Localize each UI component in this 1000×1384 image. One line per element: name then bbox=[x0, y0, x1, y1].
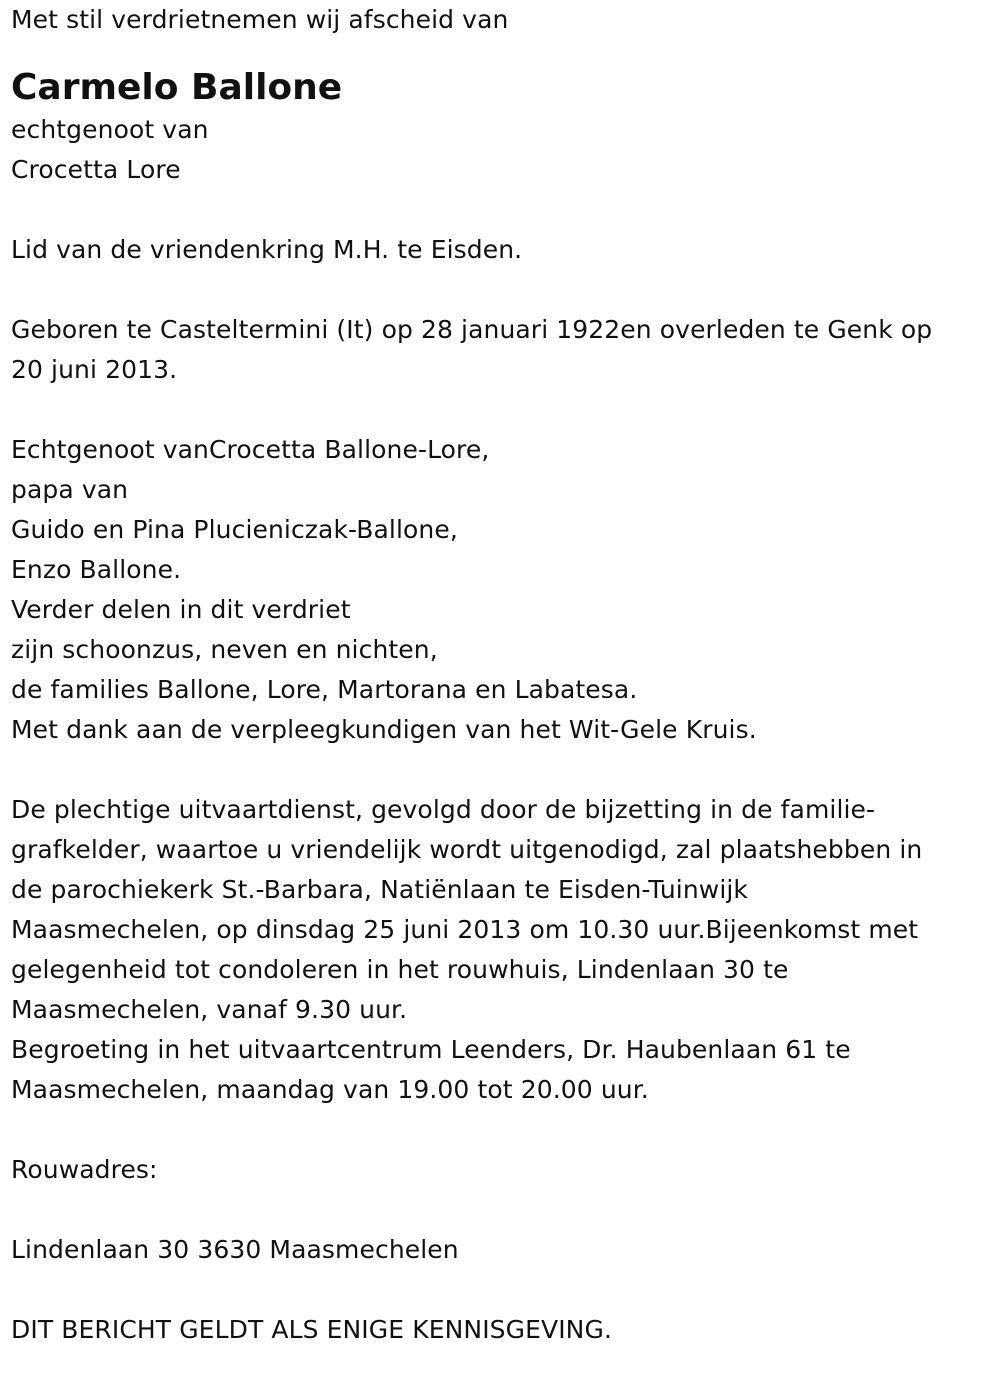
membership-text: Lid van de vriendenkring M.H. te Eisden. bbox=[11, 235, 523, 264]
spacer bbox=[11, 1190, 991, 1230]
service-line: gelegenheid tot condoleren in het rouwhuis, Lindenlaan 30 te bbox=[11, 955, 789, 984]
address-label: Rouwadres: bbox=[11, 1155, 158, 1184]
family-line: zijn schoonzus, neven en nichten, bbox=[11, 635, 438, 664]
mourning-address: Lindenlaan 30 3630 Maasmechelen bbox=[11, 1235, 459, 1264]
family-line: Guido en Pina Plucieniczak-Ballone, bbox=[11, 515, 458, 544]
spacer bbox=[11, 1270, 991, 1310]
spacer bbox=[11, 1110, 991, 1150]
service-line: grafkelder, waartoe u vriendelijk wordt uitgenodigd, zal plaatshebben in bbox=[11, 835, 923, 864]
obituary-notice bbox=[11, 0, 991, 1350]
family-line: Met dank aan de verpleegkundigen van het Wit-Gele Kruis. bbox=[11, 715, 757, 744]
spouse-name: Crocetta Lore bbox=[11, 155, 181, 184]
family-line: de families Ballone, Lore, Martorana en Labatesa. bbox=[11, 675, 638, 704]
service-line: de parochiekerk St.-Barbara, Natiënlaan te Eisden-Tuinwijk bbox=[11, 875, 748, 904]
spouse-label: echtgenoot van bbox=[11, 115, 209, 144]
spacer bbox=[11, 190, 991, 230]
deceased-name: Carmelo Ballone bbox=[11, 67, 343, 108]
service-line: Maasmechelen, maandag van 19.00 tot 20.00 uur. bbox=[11, 1075, 649, 1104]
family-line: papa van bbox=[11, 475, 129, 504]
service-line: De plechtige uitvaartdienst, gevolgd door de bijzetting in de familie- bbox=[11, 795, 876, 824]
closing-statement: DIT BERICHT GELDT ALS ENIGE KENNISGEVING. bbox=[11, 1315, 612, 1344]
service-line: Begroeting in het uitvaartcentrum Leenders, Dr. Haubenlaan 61 te bbox=[11, 1035, 851, 1064]
family-line: Verder delen in dit verdriet bbox=[11, 595, 351, 624]
birth-death-line: Geboren te Casteltermini (It) op 28 januari 1922en overleden te Genk op bbox=[11, 315, 933, 344]
spacer bbox=[11, 750, 991, 790]
service-line: Maasmechelen, op dinsdag 25 juni 2013 om 10.30 uur.Bijeenkomst met bbox=[11, 915, 919, 944]
family-line: Echtgenoot vanCrocetta Ballone-Lore, bbox=[11, 435, 490, 464]
service-line: Maasmechelen, vanaf 9.30 uur. bbox=[11, 995, 408, 1024]
spacer bbox=[11, 270, 991, 310]
intro-text: Met stil verdrietnemen wij afscheid van bbox=[11, 5, 509, 34]
spacer bbox=[11, 390, 991, 430]
spacer bbox=[11, 40, 991, 64]
birth-death-line: 20 juni 2013. bbox=[11, 355, 178, 384]
family-line: Enzo Ballone. bbox=[11, 555, 182, 584]
